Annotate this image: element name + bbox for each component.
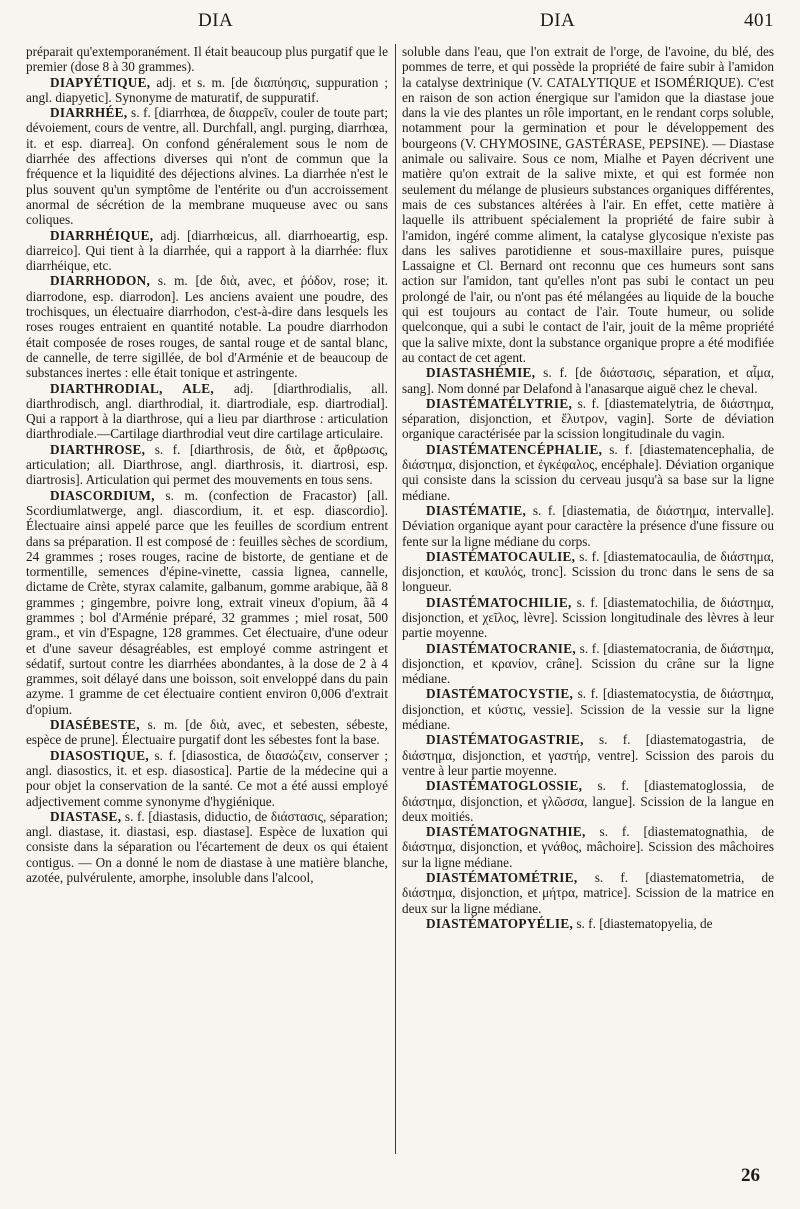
entry-text: s. f. [diastematopyelia, de	[576, 915, 713, 931]
entry-headword: DIARTHROSE,	[50, 441, 146, 457]
entry-text: s. f. [diarthrosis, de διὰ, et ἄρθρωσις, articulation; all. Diarthrose, angl. diarthrosis, it. diartrosi, esp. diartrosis]. Articulation qui permet des mouvements en tous sens.	[26, 441, 388, 488]
entry-headword: DIASTÉMATÉLYTRIE,	[426, 395, 573, 411]
dictionary-entry	[402, 916, 774, 931]
entry-text: s. f. [diastematencephalia, de διάστημα, disjonction, et ἐγκέφαλος, encéphale]. Déviation organique qui consiste dans la scission du cerveau jusqu'à sa base sur la ligne médiane.	[402, 441, 775, 503]
dictionary-entry	[402, 732, 774, 778]
entry-headword: DIASTÉMATENCÉPHALIE,	[426, 441, 603, 457]
dictionary-entry	[26, 381, 388, 442]
entry-text: s. f. [diastematelytria, de διάστημα, séparation, disjonction, et ἔλυτρον, vagin]. Sorte de déviation organique caractérisée par la scission longitudinale du vagin.	[402, 395, 774, 442]
entry-text: s. m. [de διὰ, avec, et sebesten, sébeste, espèce de prune]. Électuaire purgatif dont les sébestes font la base.	[26, 717, 388, 748]
entry-text: s. f. [diastasis, diductio, de διάστασις, séparation; angl. diastase, it. diastasi, esp. diastase]. Espèce de luxation qui consiste dans la séparation ou l'écartement de deux os qui étaient contigus. — On a donné le nom de diastase à une matière blanche, azotée, pulvérulente, amorphe, insoluble dans l'alcool,	[26, 808, 389, 886]
signature-mark: 26	[741, 1165, 760, 1186]
entry-text: s. f. [diarrhœa, de διαρρεῖν, couler de toute part; dévoiement, cours de ventre, all. Durchfall, angl. purging, diarrhœa, it. et esp. diarrea]. On confond généralement sous le nom de diarrhée des affections diverses qui n'ont de commun que la fréquence et la liquidité des déjections alvines. La diarrhée n'est le plus souvent qu'un symptôme de l'entérite ou d'un accroissement anormal de sécrétion de la membrane muqueuse avec ou sans coliques.	[26, 105, 389, 228]
dictionary-entry	[402, 778, 774, 824]
entry-text: s. f. [diastematochilia, de διάστημα, disjonction, et χεῖλος, lèvre]. Scission longitudinale des lèvres à leur partie moyenne.	[402, 594, 774, 641]
entry-headword: DIASOSTIQUE,	[50, 747, 149, 763]
entry-text: s. f. [diastematogastria, de διάστημα, disjonction, et γαστήρ, ventre]. Scission des parois du ventre à leur partie moyenne.	[402, 732, 774, 778]
dictionary-entry	[26, 75, 388, 106]
dictionary-entry	[402, 595, 774, 641]
dictionary-entry	[402, 44, 774, 365]
page-number: 401	[744, 10, 774, 31]
entry-headword: DIASTÉMATOCRANIE,	[426, 640, 577, 656]
left-column	[26, 44, 388, 885]
dictionary-entry	[402, 396, 774, 442]
entry-headword: DIARRHÉE,	[50, 105, 128, 121]
dictionary-entry	[26, 442, 388, 488]
dictionary-entry	[402, 824, 774, 870]
column-divider	[395, 44, 396, 1154]
dictionary-entry	[402, 442, 774, 503]
dictionary-entry	[26, 748, 388, 809]
running-head	[0, 8, 800, 36]
entry-text: s. f. [diasostica, de διασώζειν, conserver ; angl. diasostics, it. et esp. diasostica]. Partie de la médecine qui a pour objet la conservation de la santé. Ce mot a été aussi employé adjectivement comme synonyme d'hygiénique.	[26, 747, 389, 809]
entry-text: s. f. [de διάστασις, séparation, et αἷμα, sang]. Nom donné par Delafond à l'anasarque aiguë chez le cheval.	[402, 365, 775, 396]
entry-text: s. f. [diastematometria, de διάστημα, disjonction, et μήτρα, matrice]. Scission de la matrice en deux sur la ligne médiane.	[402, 870, 775, 916]
right-column	[402, 44, 774, 931]
entry-headword: DIASTÉMATOMÉTRIE,	[426, 870, 578, 886]
running-head-center: DIA	[540, 10, 576, 31]
entry-text: s. f. [diastematocrania, de διάστημα, disjonction, et κρανίον, crâne]. Scission du crâne sur la ligne médiane.	[402, 640, 774, 687]
entry-headword: DIASÉBESTE,	[50, 717, 140, 733]
entry-headword: DIASTÉMATOGNATHIE,	[426, 824, 586, 840]
entry-headword: DIARRHODON,	[50, 273, 151, 289]
entry-text: s. f. [diastematognathia, de διάστημα, disjonction, et γνάθος, mâchoire]. Scission des mâchoires sur la ligne médiane.	[402, 824, 775, 870]
dictionary-entry	[26, 273, 388, 380]
entry-headword: DIARRHÉIQUE,	[50, 227, 154, 243]
dictionary-entry	[26, 488, 388, 717]
running-head-left: DIA	[198, 10, 234, 31]
entry-text: s. f. [diastematia, de διάστημα, intervalle]. Déviation organique ayant pour caractère la présence d'une fissure ou fente sur la ligne médiane du corps.	[402, 502, 775, 549]
entry-text: s. f. [diastematoglossia, de διάστημα, disjonction, et γλῶσσα, langue]. Scission de la langue en deux moitiés.	[402, 778, 774, 824]
dictionary-entry	[402, 641, 774, 687]
entry-headword: DIASTÉMATOCYSTIE,	[426, 686, 574, 702]
dictionary-entry	[26, 228, 388, 274]
entry-headword: DIASTÉMATIE,	[426, 502, 527, 518]
entry-text: s. m. [de διὰ, avec, et ῥόδον, rose; it. diarrodone, esp. diarrodon]. Les anciens avaient une poudre, des trochisques, un électuaire diarrhodon, c'est-à-dire dans lesquels les roses rouges entraient en quantité notable. La poudre diarrhodon était composée de roses rouges, de santal rouge et de santal blanc, de cannelle, de terre sigillée, de bol d'Arménie et de beaucoup de substances inertes : elle était tonique et astringente.	[26, 273, 388, 381]
entry-headword: DIARTHRODIAL, ALE,	[50, 380, 214, 396]
dictionary-entry	[26, 44, 388, 75]
entry-text: adj. [diarrhœicus, all. diarrhoeartig, esp. diarreico]. Qui tient à la diarrhée, qui a rapport à la diarrhée: flux diarrhéique, etc.	[26, 227, 389, 274]
dictionary-entry	[26, 105, 388, 227]
dictionary-entry	[402, 503, 774, 549]
entry-headword: DIASCORDIUM,	[50, 487, 155, 503]
entry-text: soluble dans l'eau, que l'on extrait de l'orge, de l'avoine, du blé, des pommes de terre, et qui possède la propriété de faire subir à l'amidon la catalyse dextrinique (V. CATALYTIQUE et ISOMÉRIQUE). C'est en raison de son action énergique sur l'amidon que la diastase joue dans la vie des plantes un rôle important, en le rendant corps soluble, notamment pour la germination et pour le développement des bourgeons (V. CHYMOSINE, GASTÉRASE, PEPSINE). — Diastase animale ou salivaire. Sous ce nom, Mialhe et Payen décrivent une matière qu'on extrait de la salive mixte, et qui est formée non seulement du mélange de plusieurs substances organiques différentes, mais de ces substances altérées à l'air. En effet, cette matière à laquelle ils attribuent spécialement la propriété de faire subir à l'amidon, ingéré comme aliment, la catalyse glycosique n'existe pas dans les salives parotidienne et sous-maxillaire pures, puisque Lassaigne et Cl. Bernard ont reconnu que ces humeurs sont sans action sur l'amidon, tant qu'elles n'ont pas subi le contact un peu prolongé de l'air, ou n'ont pas été mélangées au liquide de la bouche qui est toujours au contact de l'air. Toute humeur, ou solide quelconque, qui a subi le contact de l'air, jouit de la même propriété que la salive mixte, dont la substance organique propre a été modifiée au contact de cet agent.	[402, 44, 774, 365]
entry-headword: DIASTÉMATOCHILIE,	[426, 594, 572, 610]
dictionary-entry	[402, 686, 774, 732]
dictionary-entry	[402, 870, 774, 916]
entry-headword: DIASTASHÉMIE,	[426, 365, 536, 381]
dictionary-entry	[402, 549, 774, 595]
entry-headword: DIASTÉMATOPYÉLIE,	[426, 915, 574, 931]
entry-text: adj. et s. m. [de διαπύησις, suppuration ; angl. diapyetic]. Synonyme de maturatif, de suppuratif.	[26, 74, 388, 105]
entry-headword: DIAPYÉTIQUE,	[50, 74, 151, 90]
entry-text: adj. [diarthrodialis, all. diarthrodisch, angl. diarthrodial, it. diartrodiale, esp. diartrodial]. Qui a rapport à la diarthrose, qui a lieu par diarthrose : articulation diarthrodiale.—Cartilage diarthrodial veut dire cartilage articulaire.	[26, 380, 388, 442]
entry-text: s. m. (confection de Fracastor) [all. Scordiumlatwerge, angl. diascordium, it. et esp. diascordio]. Électuaire ainsi appelé parce que les feuilles de scordium entrent dans sa préparation. Il est composé de : feuilles sèches de scordium, 24 grammes ; roses rouges, racine de bistorte, de gentiane et de tormentille, semences d'épine-vinette, cassia lignea, cannelle, dictame de Crète, styrax calamite, galbanum, gomme arabique, ãã 8 grammes ; gingembre, poivre long, extrait vineux d'opium, ãã 4 grammes ; bol d'Arménie préparé, 32 grammes ; miel rosat, 500 gram., et vin d'Espagne, 128 grammes. Cet électuaire, d'une odeur et d'une saveur désagréables, est employé comme astringent et sédatif, surtout contre les diarrhées abondantes, à la dose de 2 à 4 grammes, soit délayé dans une boisson, soit enveloppé dans du pain azyme. 1 gramme de cet électuaire contient environ 0,006 d'extrait d'opium.	[26, 487, 388, 717]
entry-headword: DIASTÉMATOGLOSSIE,	[426, 778, 583, 794]
dictionary-entry	[402, 365, 774, 396]
entry-headword: DIASTÉMATOGASTRIE,	[426, 732, 584, 748]
entry-text: s. f. [diastematocaulia, de διάστημα, disjonction, et καυλός, tronc]. Scission du tronc dans le sens de sa longueur.	[402, 548, 774, 595]
dictionary-entry	[26, 809, 388, 885]
entry-headword: DIASTASE,	[50, 808, 122, 824]
entry-text: préparait qu'extemporanément. Il était beaucoup plus purgatif que le premier (dose 8 à 30 grammes).	[26, 44, 388, 75]
entry-headword: DIASTÉMATOCAULIE,	[426, 548, 576, 564]
dictionary-entry	[26, 717, 388, 748]
entry-text: s. f. [diastematocystia, de διάστημα, disjonction, et κύστις, vessie]. Scission de la vessie sur la ligne médiane.	[402, 686, 774, 733]
